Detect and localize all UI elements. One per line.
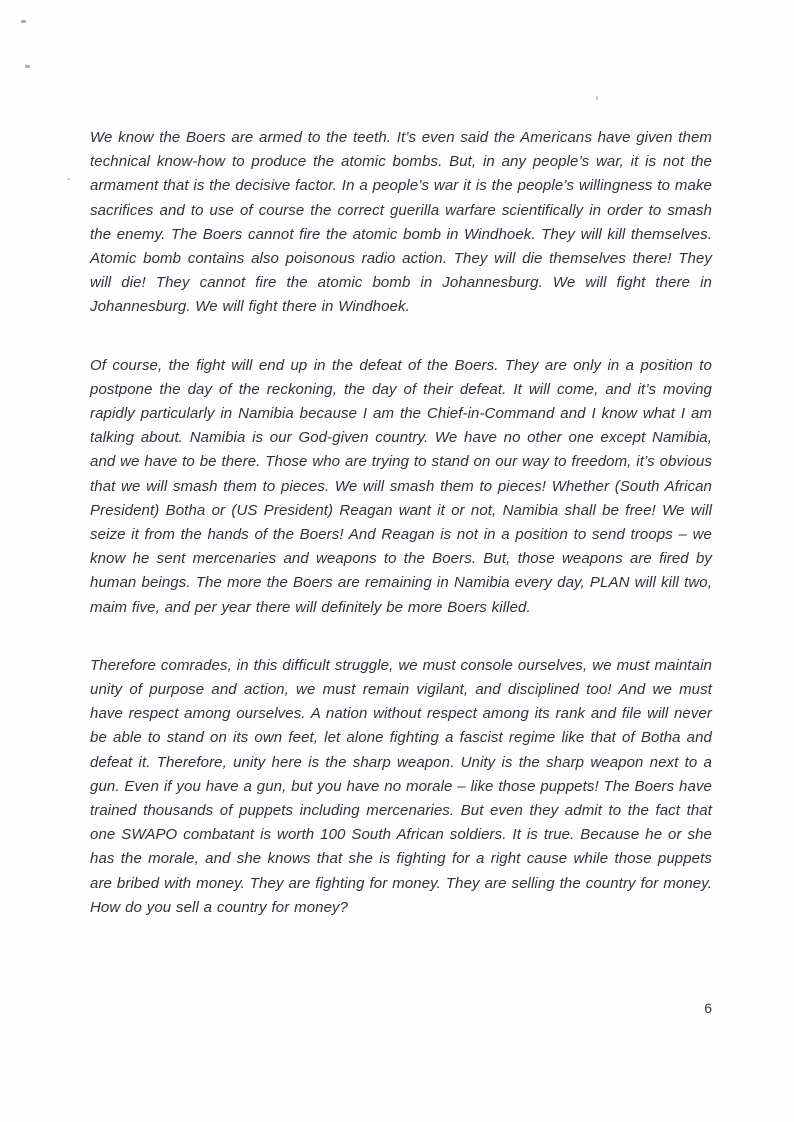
- page-number: 6: [704, 1000, 712, 1016]
- scan-artifact: [67, 178, 70, 180]
- document-body: [90, 126, 712, 920]
- scan-artifact: [596, 96, 598, 100]
- paragraph-2: Of course, the fight will end up in the defeat of the Boers. They are only in a position to postpone the day of the reckoning, the day of their defeat. It will come, and it’s moving rapidly particularly in Namibia because I am the Chief-in-Command and I know what I am talking about. Namibia is our God-given country. We have no other one except Namibia, and we have to be there. Those who are trying to stand on our way to freedom, it’s obvious that we will smash them to pieces. We will smash them to pieces! Whether (South African President) Botha or (US President) Reagan want it or not, Namibia shall be free! We will seize it from the hands of the Boers! And Reagan is not in a position to send troops – we know he sent mercenaries and weapons to the Boers. But, those weapons are fired by human beings. The more the Boers are remaining in Namibia every day, PLAN will kill two, maim five, and per year there will definitely be more Boers killed.: [90, 356, 712, 616]
- paragraph-3: Therefore comrades, in this difficult struggle, we must console ourselves, we must maintain unity of purpose and action, we must remain vigilant, and disciplined too! And we must have respect among ourselves. A nation without respect among its rank and file will never be able to stand on its own feet, let alone fighting a fascist regime like that of Botha and defeat it. Therefore, unity here is the sharp weapon. Unity is the sharp weapon next to a gun. Even if you have a gun, but you have no morale – like those puppets! The Boers have trained thousands of puppets including mercenaries. But even they admit to the fact that one SWAPO combatant is worth 100 South African soldiers. It is true. Because he or she has the morale, and she knows that she is fighting for a right cause while those puppets are bribed with money. They are fighting for money. They are selling the country for money. How do you sell a country for money?: [90, 656, 712, 916]
- paragraph-1: We know the Boers are armed to the teeth. It’s even said the Americans have given them technical know-how to produce the atomic bombs. But, in any people’s war, it is not the armament that is the decisive factor. In a people’s war it is the people’s willingness to make sacrifices and to use of course the correct guerilla warfare scientifically in order to smash the enemy. The Boers cannot fire the atomic bomb in Windhoek. They will kill themselves. Atomic bomb contains also poisonous radio action. They will die themselves there! They will die! They cannot fire the atomic bomb in Johannesburg. We will fight there in Johannesburg. We will fight there in Windhoek.: [90, 129, 712, 316]
- scan-artifact: [21, 20, 26, 23]
- scan-artifact: [25, 65, 30, 68]
